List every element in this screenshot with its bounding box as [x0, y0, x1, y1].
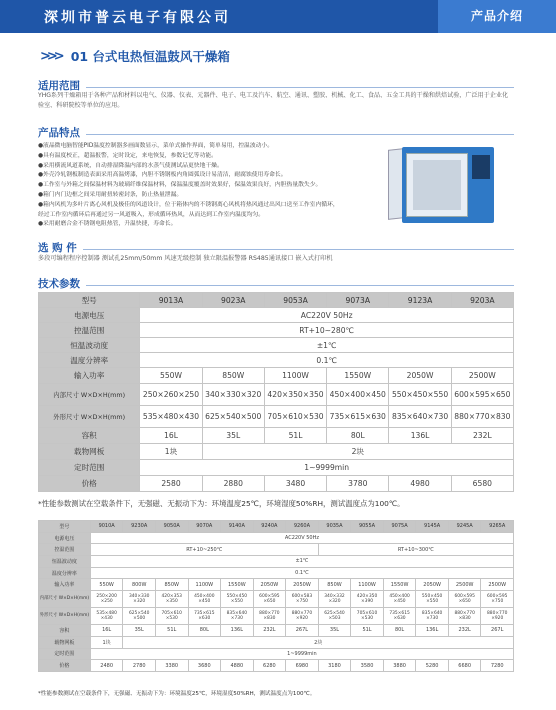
product-image — [388, 143, 508, 229]
product-title-row — [40, 46, 230, 66]
table-row: 输入功率 550W 850W 1100W 1550W 2050W 2500W — [39, 368, 514, 384]
table-row: 温度分辨率 0.1℃ — [39, 353, 514, 368]
table-row: 内部尺寸 W×D×H(mm) 250×260×250 340×330×320 420×350×350 450×400×450 550×450×550 600×595×650 — [39, 384, 514, 406]
feature-item: ●采用横流风道系统，自动排湿降温内部的水蒸气使测试品更快地干燥。 — [38, 162, 223, 169]
table-row: 定时范围 1~9999min — [39, 460, 514, 476]
table-row: 电源电压 AC220V 50Hz — [39, 308, 514, 323]
scope-heading: 适用范围 — [38, 74, 514, 88]
table-row: 恒温波动度 ±1℃ — [39, 556, 514, 568]
feature-item: ●箱内风机为多叶片离心风机及极佳的风道设计，位于箱体内的不锈钢离心风机将热风通过出风口送至工作室内循环， — [38, 201, 339, 208]
chevron-right-icon: >>> — [40, 48, 61, 64]
feature-item: ●箱门内门边框之间采用耐扭转密封条，防止热量泄漏。 — [38, 191, 183, 198]
scope-text: YHG系列干燥箱用于各种产品和材料以电气、仪器、仪表、元器件、电子、电工及汽车、航空、通讯、塑胶、机械、化工、食品、五金工具的干燥和烘焙试验，广泛用于企业化验室、科研院校等单位的应用。 — [38, 92, 509, 109]
table-row: 价格 2580 2880 3480 3780 4980 6580 — [39, 476, 514, 492]
table-row: 温度分辨率 0.1℃ — [39, 567, 514, 579]
options-text: 多段可编程程序控制器 测试孔25mm/50mm 风速无级控制 独立限温报警器 RS485通讯接口 嵌入式打印机 — [38, 255, 333, 262]
table-row: 载物网板 1块 2块 — [39, 636, 514, 648]
table-row: 外形尺寸 W×D×H(mm) 535×480×430 625×540×500 705×610×530 735×615×630 835×640×730 880×770×830 — [39, 406, 514, 428]
test-conditions-note: *性能参数测试在空载条件下，无强磁、无振动下为：环境温度25℃，环境湿度50%RH，测试温度点为100℃。 — [38, 499, 405, 508]
feature-item: ●具有温度校正，超温报警，定时设定，来电恢复，参数记忆等功能。 — [38, 152, 217, 159]
table-row: 控温范围 RT+10~250℃ RT+10~300℃ — [39, 544, 514, 556]
features-heading: 产品特点 — [38, 121, 514, 135]
spec-table-2 — [38, 520, 514, 672]
oven-body — [402, 147, 494, 223]
spec-table-1 — [38, 292, 514, 492]
table-row: 型号 9013A 9023A 9053A 9073A 9123A 9203A — [39, 293, 514, 308]
table-row: 恒温波动度 ±1℃ — [39, 338, 514, 353]
table-row: 型号 9010A 9230A 9050A 9070A 9140A 9240A 9260A 9035A 9055A 9075A 9145A 9245A 9265A — [39, 521, 514, 533]
feature-item: ●采用耐磨合金不锈钢电阻热管，升温快捷，寿命长。 — [38, 221, 177, 228]
feature-item: ●工作室与外箱之间保温材料为玻璃纤维保温材料，保温温度覆盖时效果好，保温效果良好，内胆热量散失少。 — [38, 182, 322, 189]
table-row: 载物网板 1块 2块 — [39, 444, 514, 460]
feature-item: ●外壳冷轧钢板制造表面采用高温烤漆，内胆不锈钢板内角圆弧设计易清洁，耐腐蚀使用寿命长。 — [38, 172, 287, 179]
product-title: 01 台式电热恒温鼓风干燥箱 — [70, 49, 230, 64]
specs-heading: 技术参数 — [38, 272, 514, 286]
feature-item: 经过工作室内循环后再通过另一风道吸入，形成循环热风，从而达到工作室内温度均匀。 — [38, 211, 265, 218]
options-heading: 选 购 件 — [38, 236, 514, 250]
table-row: 容积 16L 35L 51L 80L 136L 232L 267L 35L 51L 80L 136L 232L 267L — [39, 625, 514, 637]
table-row: 内部尺寸 W×D×H(mm) 250×200 ×250 340×330 ×320 420×353 ×350 450×400 ×450 550×450 ×550 600×595 ×650 600×583 ×750 340×332 ×320 420×350 ×390 450×400 ×450 550×450 ×550 600×595 ×650 600×595 ×750 — [39, 591, 514, 608]
table-row: 价格 2480 2780 3380 3680 4880 6280 6980 3180 3580 3880 5280 6680 7280 — [39, 660, 514, 672]
table-row: 定时范围 1~9999min — [39, 648, 514, 660]
control-panel — [472, 155, 490, 179]
table-row: 外形尺寸 W×D×H(mm) 535×480 ×430 625×540 ×500 705×610 ×530 735×615 ×630 835×640 ×730 880×770 ×830 880×770 ×920 625×540 ×503 705×610 ×530 735×615 ×630 835×640 ×730 880×770 ×830 880×770 ×920 — [39, 608, 514, 625]
feature-item: ●液晶微电脑智能PID温度控制器多画面数显示，菜单式操作界面，简单易用，控温波动小。 — [38, 143, 274, 149]
table-row: 电源电压 AC220V 50Hz — [39, 532, 514, 544]
company-name: 深圳市普云电子有限公司 — [44, 10, 231, 26]
section-tab: 产品介绍 — [438, 0, 556, 33]
features-list — [38, 142, 368, 230]
table-row: 容积 16L 35L 51L 80L 136L 232L — [39, 428, 514, 444]
table-row: 控温范围 RT+10~280℃ — [39, 323, 514, 338]
table-row: 输入功率 550W 800W 850W 1100W 1550W 2050W 2050W 850W 1100W 1550W 2050W 2500W 2500W — [39, 579, 514, 591]
test-conditions-note: *性能参数测试在空载条件下，无强磁、无振动下为：环境温度25℃，环境湿度50%RH，测试温度点为100℃。 — [38, 691, 316, 697]
page-header — [0, 0, 556, 33]
